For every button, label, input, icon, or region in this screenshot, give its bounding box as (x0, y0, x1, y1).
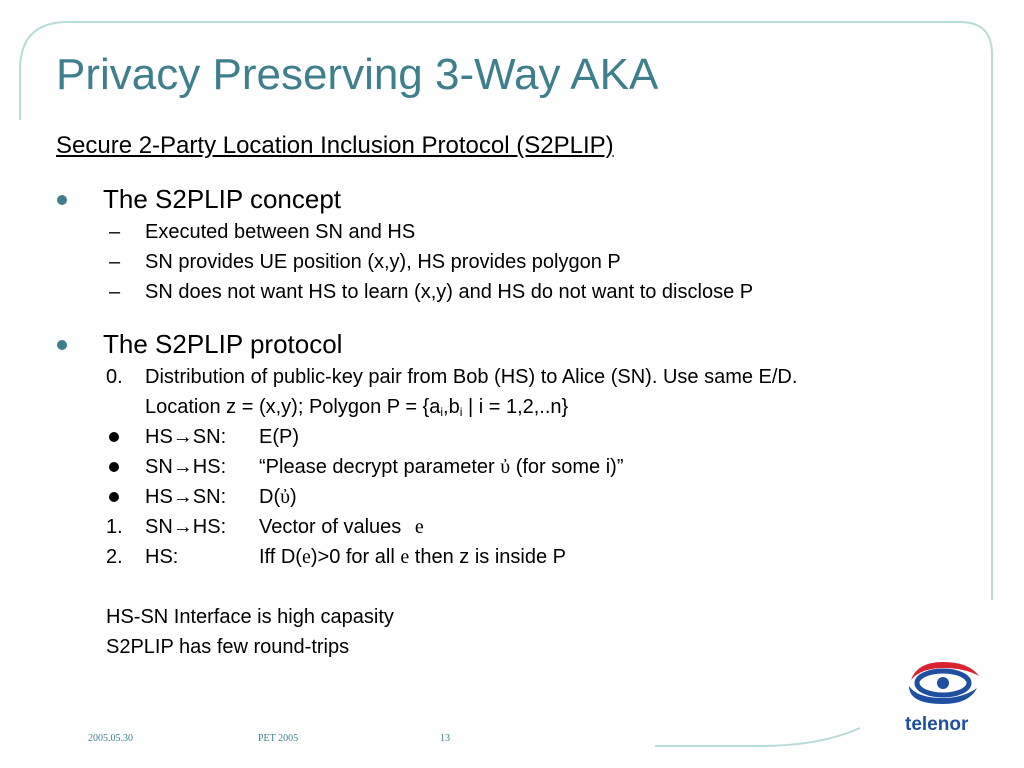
bullet-2-text: “Please decrypt parameter ὐ (for some i)” (259, 456, 624, 478)
bullet-dot-icon (57, 340, 67, 350)
telenor-logo-icon (903, 658, 983, 708)
concept-item-1: Executed between SN and HS (145, 221, 416, 243)
logo-wordmark: telenor (905, 714, 969, 735)
upsilon-symbol: ὐ (280, 486, 291, 508)
bullet-1-label: HS→SN: (145, 426, 227, 448)
footer-date: 2005.05.30 (88, 733, 133, 744)
black-bullet-icon (109, 462, 119, 472)
step-0-line-1: Distribution of public-key pair from Bob (HS) to Alice (SN). Use same E/D. (145, 366, 798, 388)
note-2: S2PLIP has few round-trips (106, 636, 350, 658)
subscript: i (440, 405, 444, 419)
epsilon-symbol: e (400, 546, 410, 568)
bullet-dot-icon (57, 195, 67, 205)
step-2-text: Iff D(e)>0 for all e then z is inside P (259, 546, 566, 568)
concept-heading: The S2PLIP concept (103, 184, 342, 214)
step-0-number: 0. (106, 366, 123, 388)
dash-icon: – (109, 221, 121, 243)
step-0-location-text: Location z = (x,y); Polygon P = {a (145, 396, 441, 418)
right-arrow-icon: → (172, 456, 193, 478)
right-arrow-icon: → (172, 486, 193, 508)
protocol-heading: The S2PLIP protocol (103, 329, 343, 359)
subscript: i (459, 405, 463, 419)
bullet-2-label: SN→HS: (145, 456, 227, 478)
step-0-line-2 (145, 394, 568, 420)
black-bullet-icon (109, 432, 119, 442)
footer-event: PET 2005 (258, 733, 299, 744)
note-1: HS-SN Interface is high capasity (106, 606, 394, 628)
concept-item-3: SN does not want HS to learn (x,y) and HS do not want to disclose P (145, 281, 754, 303)
upsilon-symbol: ὐ (500, 456, 511, 478)
step-0-b-text: ,b (443, 396, 460, 418)
slide-subtitle: Secure 2-Party Location Inclusion Protocol (S2PLIP) (56, 132, 614, 159)
bullet-3-label: HS→SN: (145, 486, 227, 508)
right-arrow-icon: → (172, 426, 193, 448)
black-bullet-icon (109, 492, 119, 502)
step-2-label: HS: (145, 546, 179, 568)
step-1-label: SN→HS: (145, 516, 227, 538)
dash-icon: – (109, 281, 121, 303)
epsilon-symbol: e (301, 546, 311, 568)
step-2-number: 2. (106, 546, 123, 568)
right-arrow-icon: → (172, 516, 193, 538)
concept-item-2: SN provides UE position (x,y), HS provides polygon P (145, 251, 621, 273)
step-1-number: 1. (106, 516, 123, 538)
bullet-1-text: E(P) (259, 426, 299, 448)
dash-icon: – (109, 251, 121, 273)
epsilon-symbol: e (414, 516, 424, 538)
footer-page-number: 13 (440, 733, 450, 744)
step-1-text: Vector of values e (259, 516, 424, 538)
step-0-range-text: | i = 1,2,..n} (462, 396, 569, 418)
bullet-3-text: D(ὐ) (259, 486, 297, 508)
slide-title: Privacy Preserving 3-Way AKA (56, 50, 659, 99)
